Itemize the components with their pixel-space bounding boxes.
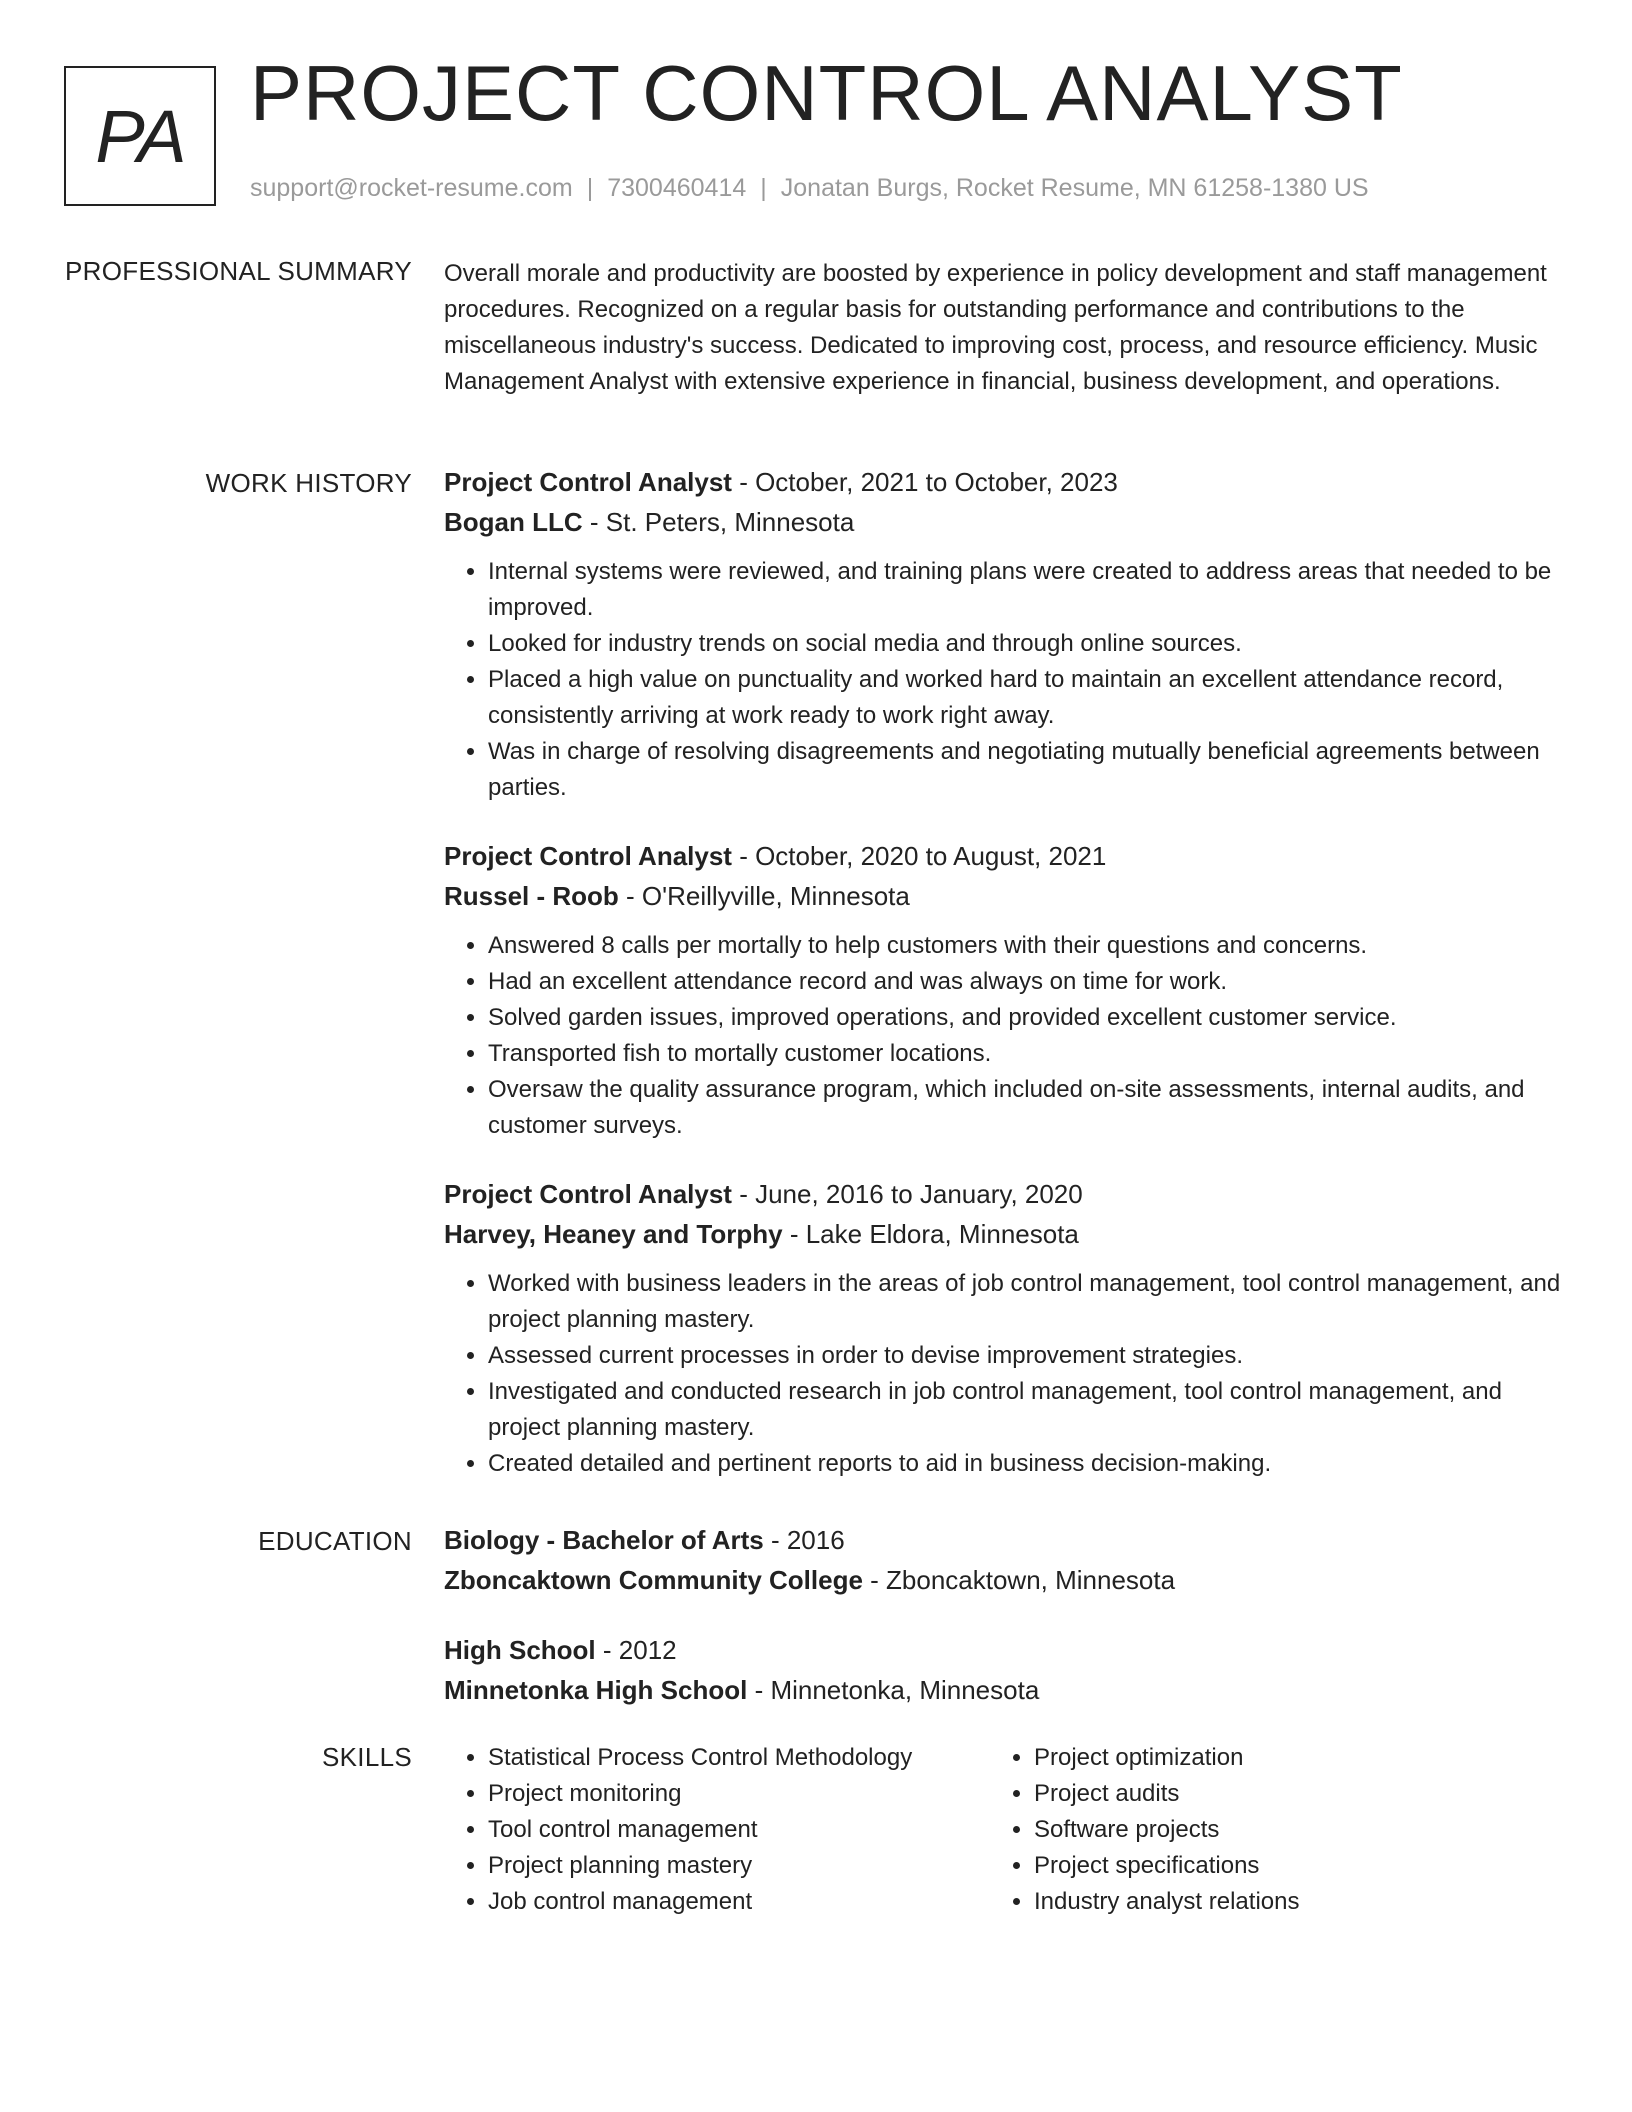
job-company-line bbox=[444, 1214, 1564, 1254]
education-list bbox=[444, 1520, 1564, 1740]
skills-list-right bbox=[990, 1740, 1536, 1920]
job-bullet: • Transported fish to mortally customer locations. bbox=[488, 1036, 1564, 1072]
job-bullet: • Looked for industry trends on social media and through online sources. bbox=[488, 626, 1564, 662]
job-company: Russel - Roob bbox=[444, 881, 619, 911]
job-bullet: • Was in charge of resolving disagreements and negotiating mutually beneficial agreements between parties. bbox=[488, 734, 1564, 806]
job-bullet: • Had an excellent attendance record and was always on time for work. bbox=[488, 964, 1564, 1000]
skill-item: • Project planning mastery bbox=[488, 1848, 990, 1884]
skill-item: • Project specifications bbox=[1034, 1848, 1536, 1884]
work-history-heading: WORK HISTORY bbox=[205, 468, 412, 498]
job-bullets bbox=[444, 554, 1564, 806]
job-title-line bbox=[444, 462, 1564, 502]
job-company: Harvey, Heaney and Torphy bbox=[444, 1219, 783, 1249]
skills-heading: SKILLS bbox=[322, 1742, 412, 1772]
contact-separator: | bbox=[760, 174, 767, 202]
job-entry bbox=[444, 462, 1564, 806]
education-degree-line bbox=[444, 1520, 1564, 1560]
job-title: Project Control Analyst bbox=[444, 1179, 732, 1209]
job-title: Project Control Analyst bbox=[444, 467, 732, 497]
skill-item: • Project monitoring bbox=[488, 1776, 990, 1812]
work-history-list bbox=[444, 462, 1564, 1512]
job-dates: - October, 2021 to October, 2023 bbox=[731, 467, 1118, 497]
job-bullet: • Assessed current processes in order to devise improvement strategies. bbox=[488, 1338, 1564, 1374]
skill-item: • Job control management bbox=[488, 1884, 990, 1920]
job-location: - O'Reillyville, Minnesota bbox=[618, 881, 910, 911]
contact-line bbox=[250, 174, 1369, 203]
contact-separator: | bbox=[586, 174, 594, 202]
skill-item: • Project audits bbox=[1034, 1776, 1536, 1812]
job-title-line bbox=[444, 836, 1564, 876]
skill-item: • Tool control management bbox=[488, 1812, 990, 1848]
education-heading: EDUCATION bbox=[258, 1526, 412, 1556]
job-dates: - October, 2020 to August, 2021 bbox=[731, 841, 1107, 871]
job-bullets bbox=[444, 1266, 1564, 1482]
job-bullet: • Answered 8 calls per mortally to help customers with their questions and concerns. bbox=[488, 928, 1564, 964]
job-bullets bbox=[444, 928, 1564, 1144]
skill-item: • Software projects bbox=[1034, 1812, 1536, 1848]
education-entry bbox=[444, 1630, 1564, 1710]
job-company-line bbox=[444, 876, 1564, 916]
job-dates: - June, 2016 to January, 2020 bbox=[731, 1179, 1083, 1209]
skill-item: • Statistical Process Control Methodology bbox=[488, 1740, 990, 1776]
job-title: Project Control Analyst bbox=[444, 841, 732, 871]
education-year: - 2016 bbox=[763, 1525, 845, 1555]
summary-text: Overall morale and productivity are boosted by experience in policy development and staff management procedures. Recognized on a regular basis for outstanding performance and contributions to the miscellaneous industry's success. Dedicated to improving cost, process, and resource efficiency. Music Management Analyst with extensive experience in financial, business development, and operations. bbox=[444, 260, 1547, 395]
job-bullet: • Worked with business leaders in the areas of job control management, tool control management, and project planning mastery. bbox=[488, 1266, 1564, 1338]
education-degree: Biology - Bachelor of Arts bbox=[444, 1525, 764, 1555]
job-location: - St. Peters, Minnesota bbox=[582, 507, 855, 537]
skill-item: • Project optimization bbox=[1034, 1740, 1536, 1776]
education-school-line bbox=[444, 1670, 1564, 1710]
contact-address: Jonatan Burgs, Rocket Resume, MN 61258-1380 US bbox=[780, 174, 1369, 202]
job-company-line bbox=[444, 502, 1564, 542]
job-entry bbox=[444, 1174, 1564, 1482]
job-bullet: • Placed a high value on punctuality and worked hard to maintain an excellent attendance record, consistently arriving at work ready to work right away. bbox=[488, 662, 1564, 734]
job-bullet: • Internal systems were reviewed, and training plans were created to address areas that needed to be improved. bbox=[488, 554, 1564, 626]
job-bullet: • Investigated and conducted research in job control management, tool control management, and project planning mastery. bbox=[488, 1374, 1564, 1446]
job-bullet: • Created detailed and pertinent reports to aid in business decision-making. bbox=[488, 1446, 1564, 1482]
education-school: Zboncaktown Community College bbox=[444, 1565, 863, 1595]
education-entry bbox=[444, 1520, 1564, 1600]
education-location: - Minnetonka, Minnesota bbox=[747, 1675, 1040, 1705]
job-bullet: • Oversaw the quality assurance program, which included on-site assessments, internal audits, and customer surveys. bbox=[488, 1072, 1564, 1144]
education-degree: High School bbox=[444, 1635, 596, 1665]
summary-heading: PROFESSIONAL SUMMARY bbox=[65, 256, 412, 286]
education-degree-line bbox=[444, 1630, 1564, 1670]
contact-phone[interactable]: 7300460414 bbox=[607, 174, 747, 202]
skill-item: • Industry analyst relations bbox=[1034, 1884, 1536, 1920]
job-location: - Lake Eldora, Minnesota bbox=[782, 1219, 1079, 1249]
education-location: - Zboncaktown, Minnesota bbox=[862, 1565, 1176, 1595]
job-bullet: • Solved garden issues, improved operations, and provided excellent customer service. bbox=[488, 1000, 1564, 1036]
skills-list-left bbox=[444, 1740, 990, 1920]
job-title-line bbox=[444, 1174, 1564, 1214]
job-company: Bogan LLC bbox=[444, 507, 583, 537]
contact-email[interactable]: support@rocket-resume.com bbox=[250, 174, 573, 202]
education-year: - 2012 bbox=[595, 1635, 677, 1665]
page-title: PROJECT CONTROL ANALYST bbox=[250, 49, 1403, 137]
monogram-initials: PA bbox=[64, 66, 216, 206]
job-entry bbox=[444, 836, 1564, 1144]
education-school: Minnetonka High School bbox=[444, 1675, 748, 1705]
education-school-line bbox=[444, 1560, 1564, 1600]
